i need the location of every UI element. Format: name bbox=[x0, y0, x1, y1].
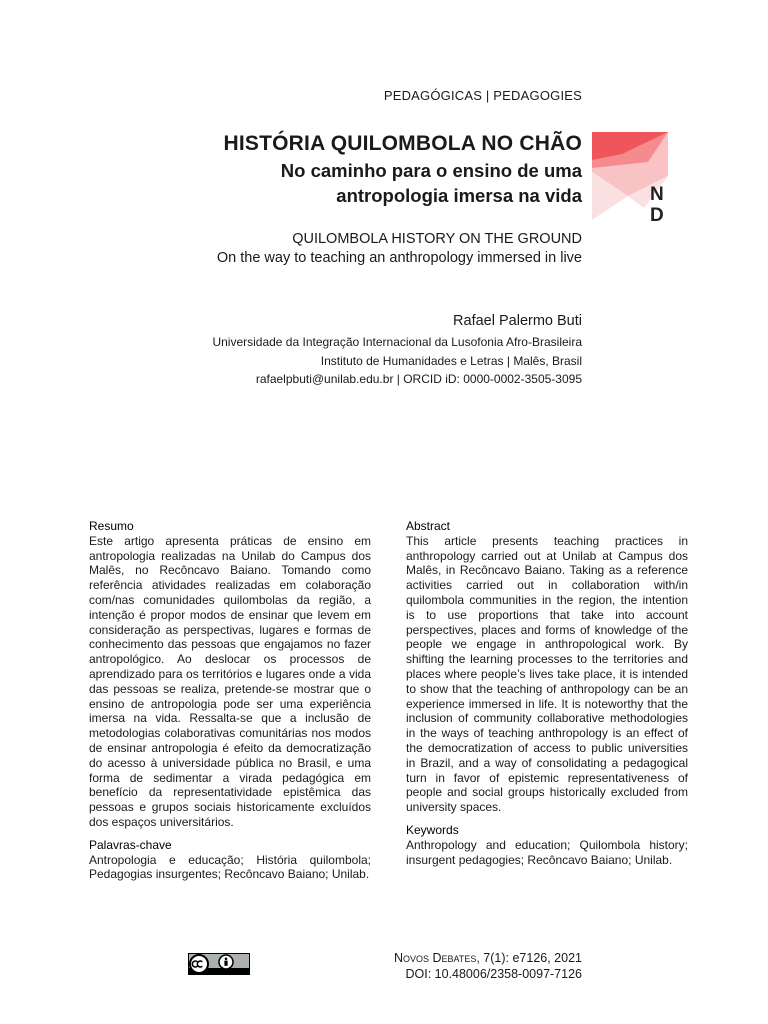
article-title: HISTÓRIA QUILOMBOLA NO CHÃO bbox=[223, 132, 582, 155]
title-block bbox=[224, 132, 583, 208]
section-label: PEDAGÓGICAS | PEDAGOGIES bbox=[383, 88, 582, 103]
resumo-column bbox=[89, 519, 371, 882]
abstract-heading: Abstract bbox=[406, 519, 451, 533]
english-title bbox=[217, 230, 582, 268]
author-block bbox=[212, 313, 582, 389]
english-title-line-2: On the way to teaching an anthropology immersed in live bbox=[216, 250, 582, 266]
doi[interactable]: DOI: 10.48006/2358-0097-7126 bbox=[405, 967, 582, 981]
article-subtitle bbox=[224, 158, 583, 208]
journal-citation bbox=[394, 950, 582, 966]
subtitle-line-2: antropologia imersa na vida bbox=[336, 185, 582, 206]
author-name: Rafael Palermo Buti bbox=[453, 313, 582, 329]
affiliation-institute: Instituto de Humanidades e Letras | Malês, Brasil bbox=[320, 353, 582, 368]
resumo-heading: Resumo bbox=[89, 519, 134, 533]
palavras-chave-text: Antropologia e educação; História quilombola; Pedagogias insurgentes; Recôncavo Baiano; Unilab. bbox=[89, 852, 371, 882]
journal-logo bbox=[592, 132, 668, 224]
abstract-text: This article presents teaching practices in anthropology carried out at Unilab at Campus dos Malês, in Recôncavo Baiano. Taking as a reference activities carried out in collaboration with/in quilombola communities in the region, the intention is to use proportions that take into account perspectives, places and forms of knowledge of the people we engage in anthropological work. By shifting the learning processes to the territories and places where people’s lives take place, it is intended to show that the teaching of anthropology can be an experience immersed in life. It is noteworthy that the inclusion of community collaborative methodologies in the ways of teaching anthropology is an effect of the democratization of access to public universities in Brazil, and a way of consolidating a pedagogical turn in favor of epistemic representativeness of people and social groups historically excluded from university spaces. bbox=[406, 533, 688, 815]
keywords-heading: Keywords bbox=[406, 822, 459, 837]
english-title-line-1: QUILOMBOLA HISTORY ON THE GROUND bbox=[292, 231, 582, 247]
palavras-chave-heading: Palavras-chave bbox=[89, 837, 172, 852]
logo-letter-d: D bbox=[650, 205, 664, 224]
cc-by-icon[interactable] bbox=[188, 953, 250, 975]
logo-letter-n: N bbox=[650, 184, 664, 205]
keywords-text: Anthropology and education; Quilombola history; insurgent pedagogies; Recôncavo Baiano; Unilab. bbox=[406, 837, 688, 867]
subtitle-line-1: No caminho para o ensino de uma bbox=[280, 160, 582, 181]
journal-name: Novos Debates bbox=[393, 951, 477, 965]
citation-block bbox=[394, 950, 582, 982]
abstract-column bbox=[406, 519, 688, 867]
journal-issue: , 7(1): e7126, 2021 bbox=[476, 951, 582, 965]
resumo-text: Este artigo apresenta práticas de ensino em antropologia realizadas na Unilab do Campus dos Malês, no Recôncavo Baiano. Tomando como referência atividades realizadas em colaboração com/nas comunidades quilombolas da região, a intenção é propor modos de ensinar que levem em consideração as perspectivas, lugares e formas de conhecimento das pessoas que engajamos no fazer antropológico. Ao deslocar os processos de aprendizado para os territórios e lugares onde a vida das pessoas se realiza, pretende-se mostrar que o ensino de antropologia pode ser uma experiência imersa na vida. Ressalta-se que a inclusão de metodologias colaborativas comunitárias nos modos de ensinar antropologia é efeito da democratização do acesso à universidade pública no Brasil, e uma forma de sedimentar a virada pedagógica em benefício da representatividade epistêmica das pessoas e grupos sociais historicamente excluídos dos espaços universitários. bbox=[89, 533, 371, 829]
author-contact: rafaelpbuti@unilab.edu.br | ORCID iD: 0000-0002-3505-3095 bbox=[255, 372, 582, 386]
affiliation-university: Universidade da Integração Internacional da Lusofonia Afro-Brasileira bbox=[212, 335, 582, 349]
